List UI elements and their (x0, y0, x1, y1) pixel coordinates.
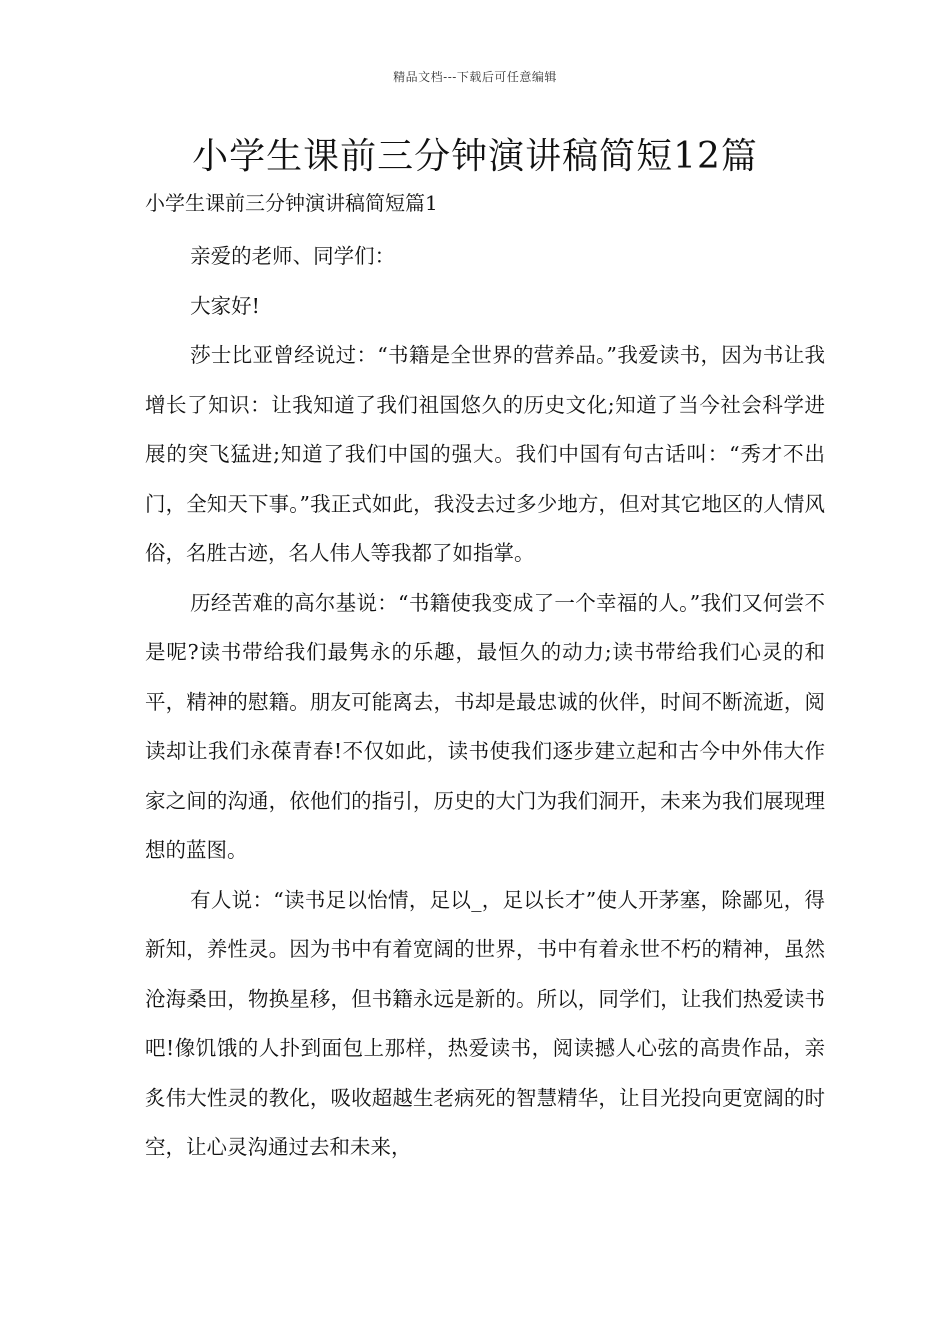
section-heading: 小学生课前三分钟演讲稿简短篇1 (145, 191, 438, 215)
body-paragraph: 有人说：“读书足以怡情，足以_，足以长才”使人开茅塞，除鄙见，得新知，养性灵。因为书中有着宽阔的世界，书中有着永世不朽的精神，虽然沧海桑田，物换星移，但书籍永远是新的。所以，同学们，让我们热爱读书吧!像饥饿的人扑到面包上那样，热爱读书，阅读撼人心弦的高贵作品，亲炙伟大性灵的教化，吸收超越生老病死的智慧精华，让目光投向更宽阔的时空，让心灵沟通过去和未来， (145, 887, 825, 1159)
document-body (145, 232, 825, 1173)
body-paragraph: 历经苦难的高尔基说：“书籍使我变成了一个幸福的人。”我们又何尝不是呢?读书带给我们最隽永的乐趣，最恒久的动力;读书带给我们心灵的和平，精神的慰籍。朋友可能离去，书却是最忠诚的伙伴，时间不断流逝，阅读却让我们永葆青春!不仅如此，读书使我们逐步建立起和古今中外伟大作家之间的沟通，依他们的指引，历史的大门为我们洞开，未来为我们展现理想的蓝图。 (145, 590, 825, 862)
greeting-paragraph: 亲爱的老师、同学们： (190, 244, 396, 268)
document-title: 小学生课前三分钟演讲稿简短12篇 (192, 136, 758, 177)
salutation-paragraph: 大家好! (190, 293, 260, 318)
header-note: 精品文档---下载后可任意编辑 (393, 70, 557, 84)
body-paragraph: 莎士比亚曾经说过：“书籍是全世界的营养品。”我爱读书，因为书让我增长了知识：让我知道了我们祖国悠久的历史文化;知道了当今社会科学进展的突飞猛进;知道了我们中国的强大。我们中国有句古话叫：“秀才不出门，全知天下事。”我正式如此，我没去过多少地方，但对其它地区的人情风俗，名胜古迹，名人伟人等我都了如指掌。 (145, 343, 825, 565)
